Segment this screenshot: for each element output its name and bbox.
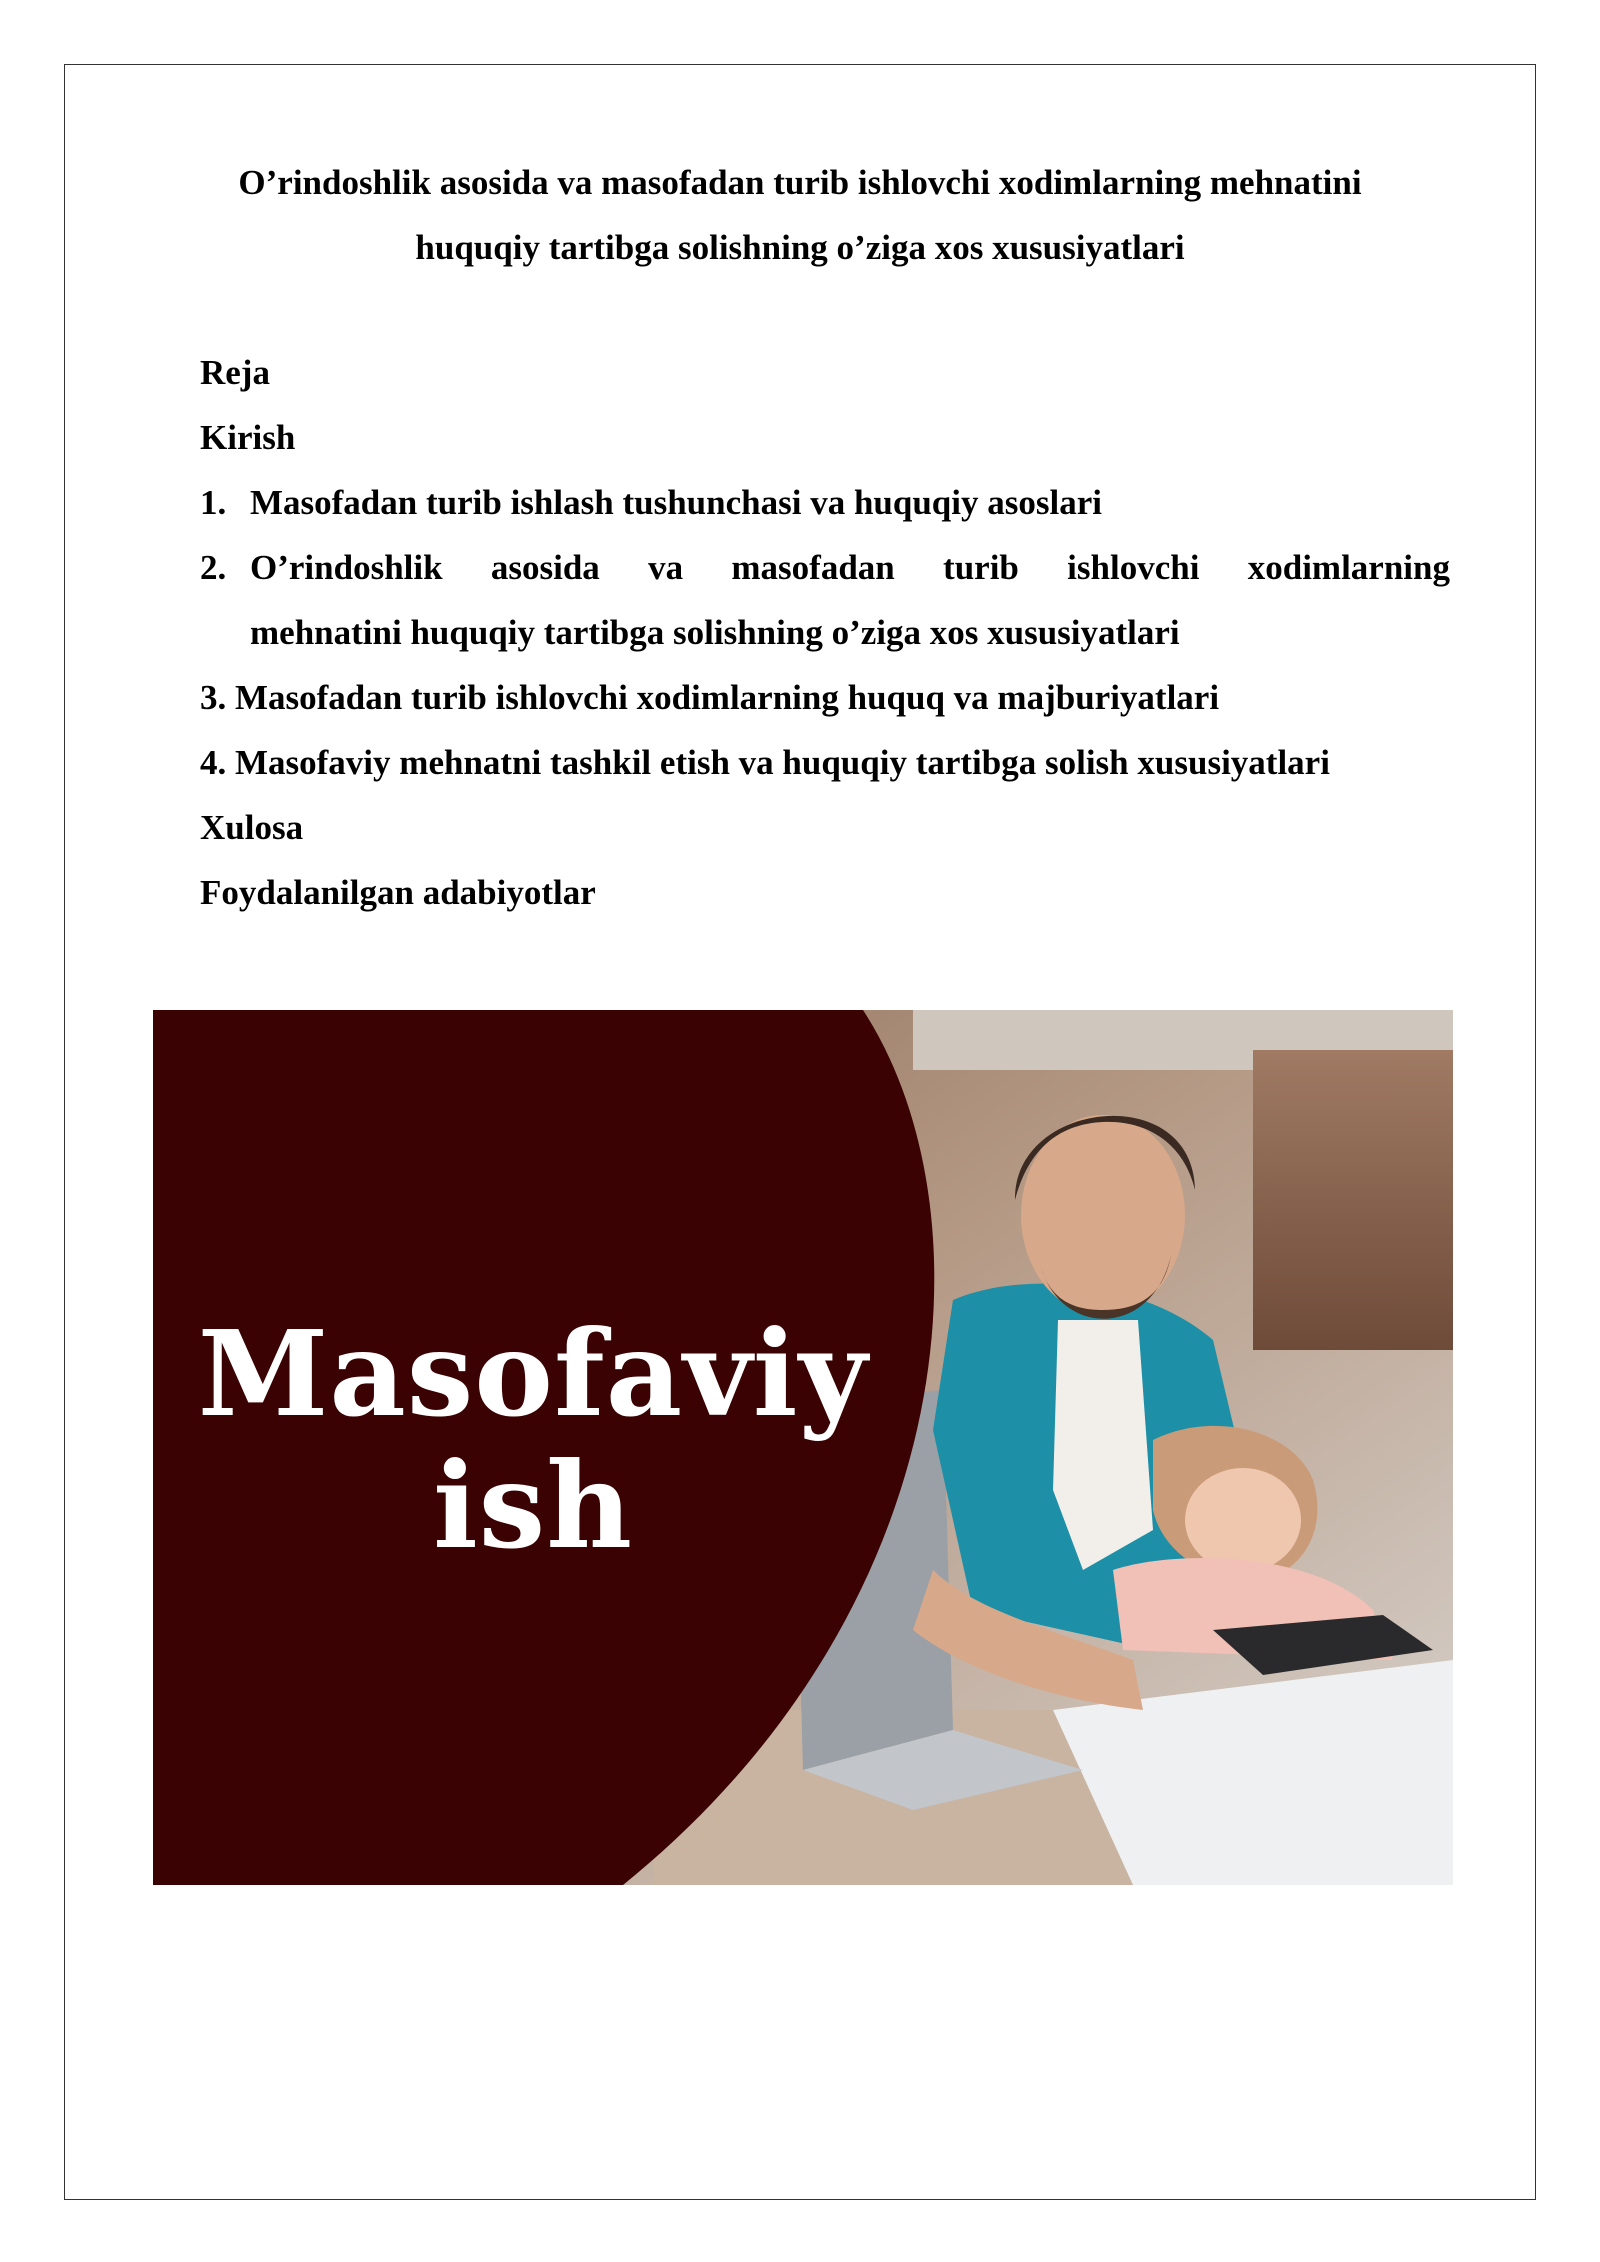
- toc-item-number: 2.: [200, 548, 227, 587]
- toc-conclusion: Xulosa: [200, 808, 304, 847]
- toc-item-3: 3. Masofadan turib ishlovchi xodimlarning huquq va majburiyatlari: [200, 678, 1220, 717]
- child-face: [1185, 1468, 1301, 1572]
- toc-item-1: [200, 470, 1450, 535]
- man-face: [1021, 1115, 1185, 1315]
- hero-title-line-1: Masofaviy: [197, 1304, 869, 1443]
- toc-item-4: 4. Masofaviy mehnatni tashkil etish va huquqiy tartibga solish xususiyatlari: [200, 743, 1330, 782]
- toc-item-2: [200, 535, 1450, 600]
- toc-item-text: O’rindoshlik asosida va masofadan turib ishlovchi xodimlarning: [250, 548, 1450, 587]
- document-title: [180, 150, 1420, 280]
- hero-title-line-2: ish: [432, 1436, 634, 1575]
- toc-item-text: Masofadan turib ishlash tushunchasi va huquqiy asoslari: [250, 483, 1102, 522]
- toc-intro: Kirish: [200, 418, 296, 457]
- plan-heading: Reja: [200, 353, 270, 392]
- kitchen-cabinet: [1253, 1050, 1453, 1350]
- toc-item-2-continuation: mehnatini huquqiy tartibga solishning o’ziga xos xususiyatlari: [250, 613, 1180, 652]
- title-line-1: O’rindoshlik asosida va masofadan turib ishlovchi xodimlarning mehnatini: [238, 163, 1362, 202]
- toc-item-number: 1.: [200, 483, 227, 522]
- hero-image: [153, 1010, 1453, 1885]
- title-line-2: huquqiy tartibga solishning o’ziga xos xususiyatlari: [415, 228, 1185, 267]
- toc-references: Foydalanilgan adabiyotlar: [200, 873, 596, 912]
- table-of-contents: [200, 340, 1450, 925]
